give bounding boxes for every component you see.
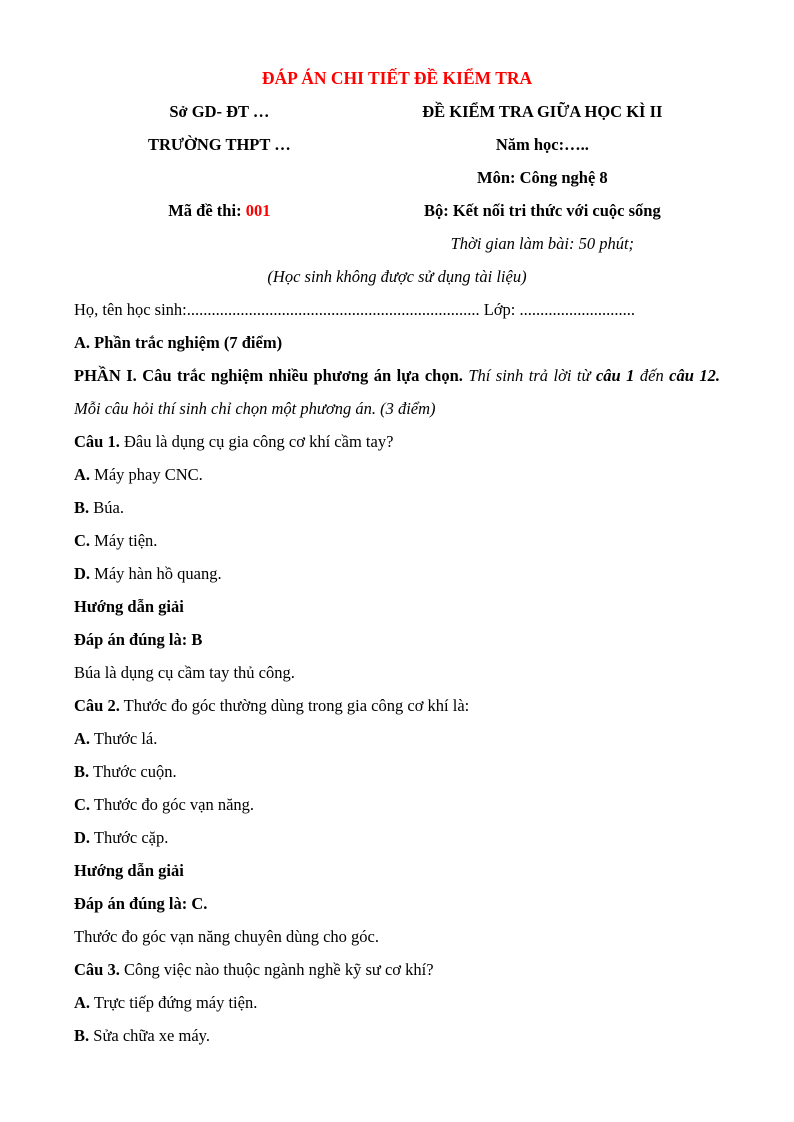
question-line: [74, 689, 720, 722]
option-letter: A.: [74, 729, 91, 748]
answer-line: Đáp án đúng là: B: [74, 630, 203, 649]
option-line-b: [74, 491, 720, 524]
header-spacer-line: [74, 161, 365, 194]
option-text: Búa.: [89, 498, 124, 517]
part1-instr-text-3: Mỗi câu hỏi thí sinh chỉ chọn một phương án. (3 điểm): [74, 399, 436, 418]
explanation-line: Búa là dụng cụ cầm tay thủ công.: [74, 663, 295, 682]
option-letter: B.: [74, 498, 90, 517]
exam-header-left: [74, 95, 365, 260]
option-letter: C.: [74, 531, 91, 550]
option-text: Thước đo góc vạn năng.: [90, 795, 255, 814]
question-text: Đâu là dụng cụ gia công cơ khí cầm tay?: [119, 432, 394, 451]
explanation-line: Thước đo góc vạn năng chuyên dùng cho góc.: [74, 927, 379, 946]
option-letter: A.: [74, 465, 91, 484]
option-text: Máy hàn hồ quang.: [90, 564, 222, 583]
no-materials-note: (Học sinh không được sử dụng tài liệu): [267, 267, 527, 286]
option-text: Thước cuộn.: [89, 762, 177, 781]
exam-title-line: ĐỀ KIỂM TRA GIỮA HỌC KÌ II: [422, 102, 663, 121]
part1-heading: [74, 359, 720, 425]
question-number: Câu 2.: [74, 696, 120, 715]
school-line: TRƯỜNG THPT …: [147, 135, 291, 154]
question-block-2: [74, 689, 720, 953]
question-line: [74, 425, 720, 458]
option-line-a: [74, 458, 720, 491]
option-letter: A.: [74, 993, 91, 1012]
exam-header-right: [365, 95, 720, 260]
question-text: Công việc nào thuộc ngành nghề kỹ sư cơ khí?: [119, 960, 434, 979]
page-title: ĐÁP ÁN CHI TIẾT ĐỀ KIỂM TRA: [261, 68, 533, 88]
option-line-b: [74, 1019, 720, 1052]
option-letter: D.: [74, 828, 91, 847]
option-letter: D.: [74, 564, 91, 583]
question-number: Câu 3.: [74, 960, 120, 979]
option-text: Thước cặp.: [90, 828, 169, 847]
student-info-line: Họ, tên học sinh:....................................................................... Lớp: ............................: [74, 300, 635, 319]
question-block-3: [74, 953, 720, 1052]
book-series-line: Bộ: Kết nối tri thức với cuộc sống: [423, 201, 661, 220]
solution-heading: Hướng dẫn giải: [74, 597, 184, 616]
question-number: Câu 1.: [74, 432, 120, 451]
question-line: [74, 953, 720, 986]
section-a-heading: A. Phần trắc nghiệm (7 điểm): [74, 333, 283, 352]
part1-instr-text-1: Thí sinh trả lời từ: [462, 366, 596, 385]
option-text: Máy phay CNC.: [90, 465, 203, 484]
option-line-a: [74, 986, 720, 1019]
option-text: Trực tiếp đứng máy tiện.: [90, 993, 258, 1012]
school-year-line: Năm học:…..: [495, 135, 589, 154]
exam-code-line: [74, 194, 365, 227]
option-line-b: [74, 755, 720, 788]
option-text: Thước lá.: [90, 729, 158, 748]
option-letter: B.: [74, 762, 90, 781]
duration-line: Thời gian làm bài: 50 phút;: [450, 234, 635, 253]
exam-header: [74, 95, 720, 260]
question-text: Thước đo góc thường dùng trong gia công cơ khí là:: [119, 696, 470, 715]
option-letter: B.: [74, 1026, 90, 1045]
exam-code-value: 001: [245, 201, 271, 220]
option-text: Máy tiện.: [90, 531, 158, 550]
part1-heading-bold: PHẦN I. Câu trắc nghiệm nhiều phương án lựa chọn.: [74, 366, 463, 385]
option-line-c: [74, 788, 720, 821]
department-line: Sở GD- ĐT …: [169, 102, 270, 121]
option-line-d: [74, 821, 720, 854]
option-line-c: [74, 524, 720, 557]
part1-instr-em-1: câu 1: [595, 366, 635, 385]
answer-line: Đáp án đúng là: C.: [74, 894, 208, 913]
exam-code-label: Mã đề thi:: [168, 201, 246, 220]
solution-heading: Hướng dẫn giải: [74, 861, 184, 880]
question-block-1: [74, 425, 720, 689]
part1-instr-text-2: đến: [634, 366, 670, 385]
option-line-d: [74, 557, 720, 590]
part1-instr-em-2: câu 12.: [669, 366, 721, 385]
option-text: Sửa chữa xe máy.: [89, 1026, 210, 1045]
option-letter: C.: [74, 795, 91, 814]
subject-line: Môn: Công nghệ 8: [477, 168, 608, 187]
option-line-a: [74, 722, 720, 755]
